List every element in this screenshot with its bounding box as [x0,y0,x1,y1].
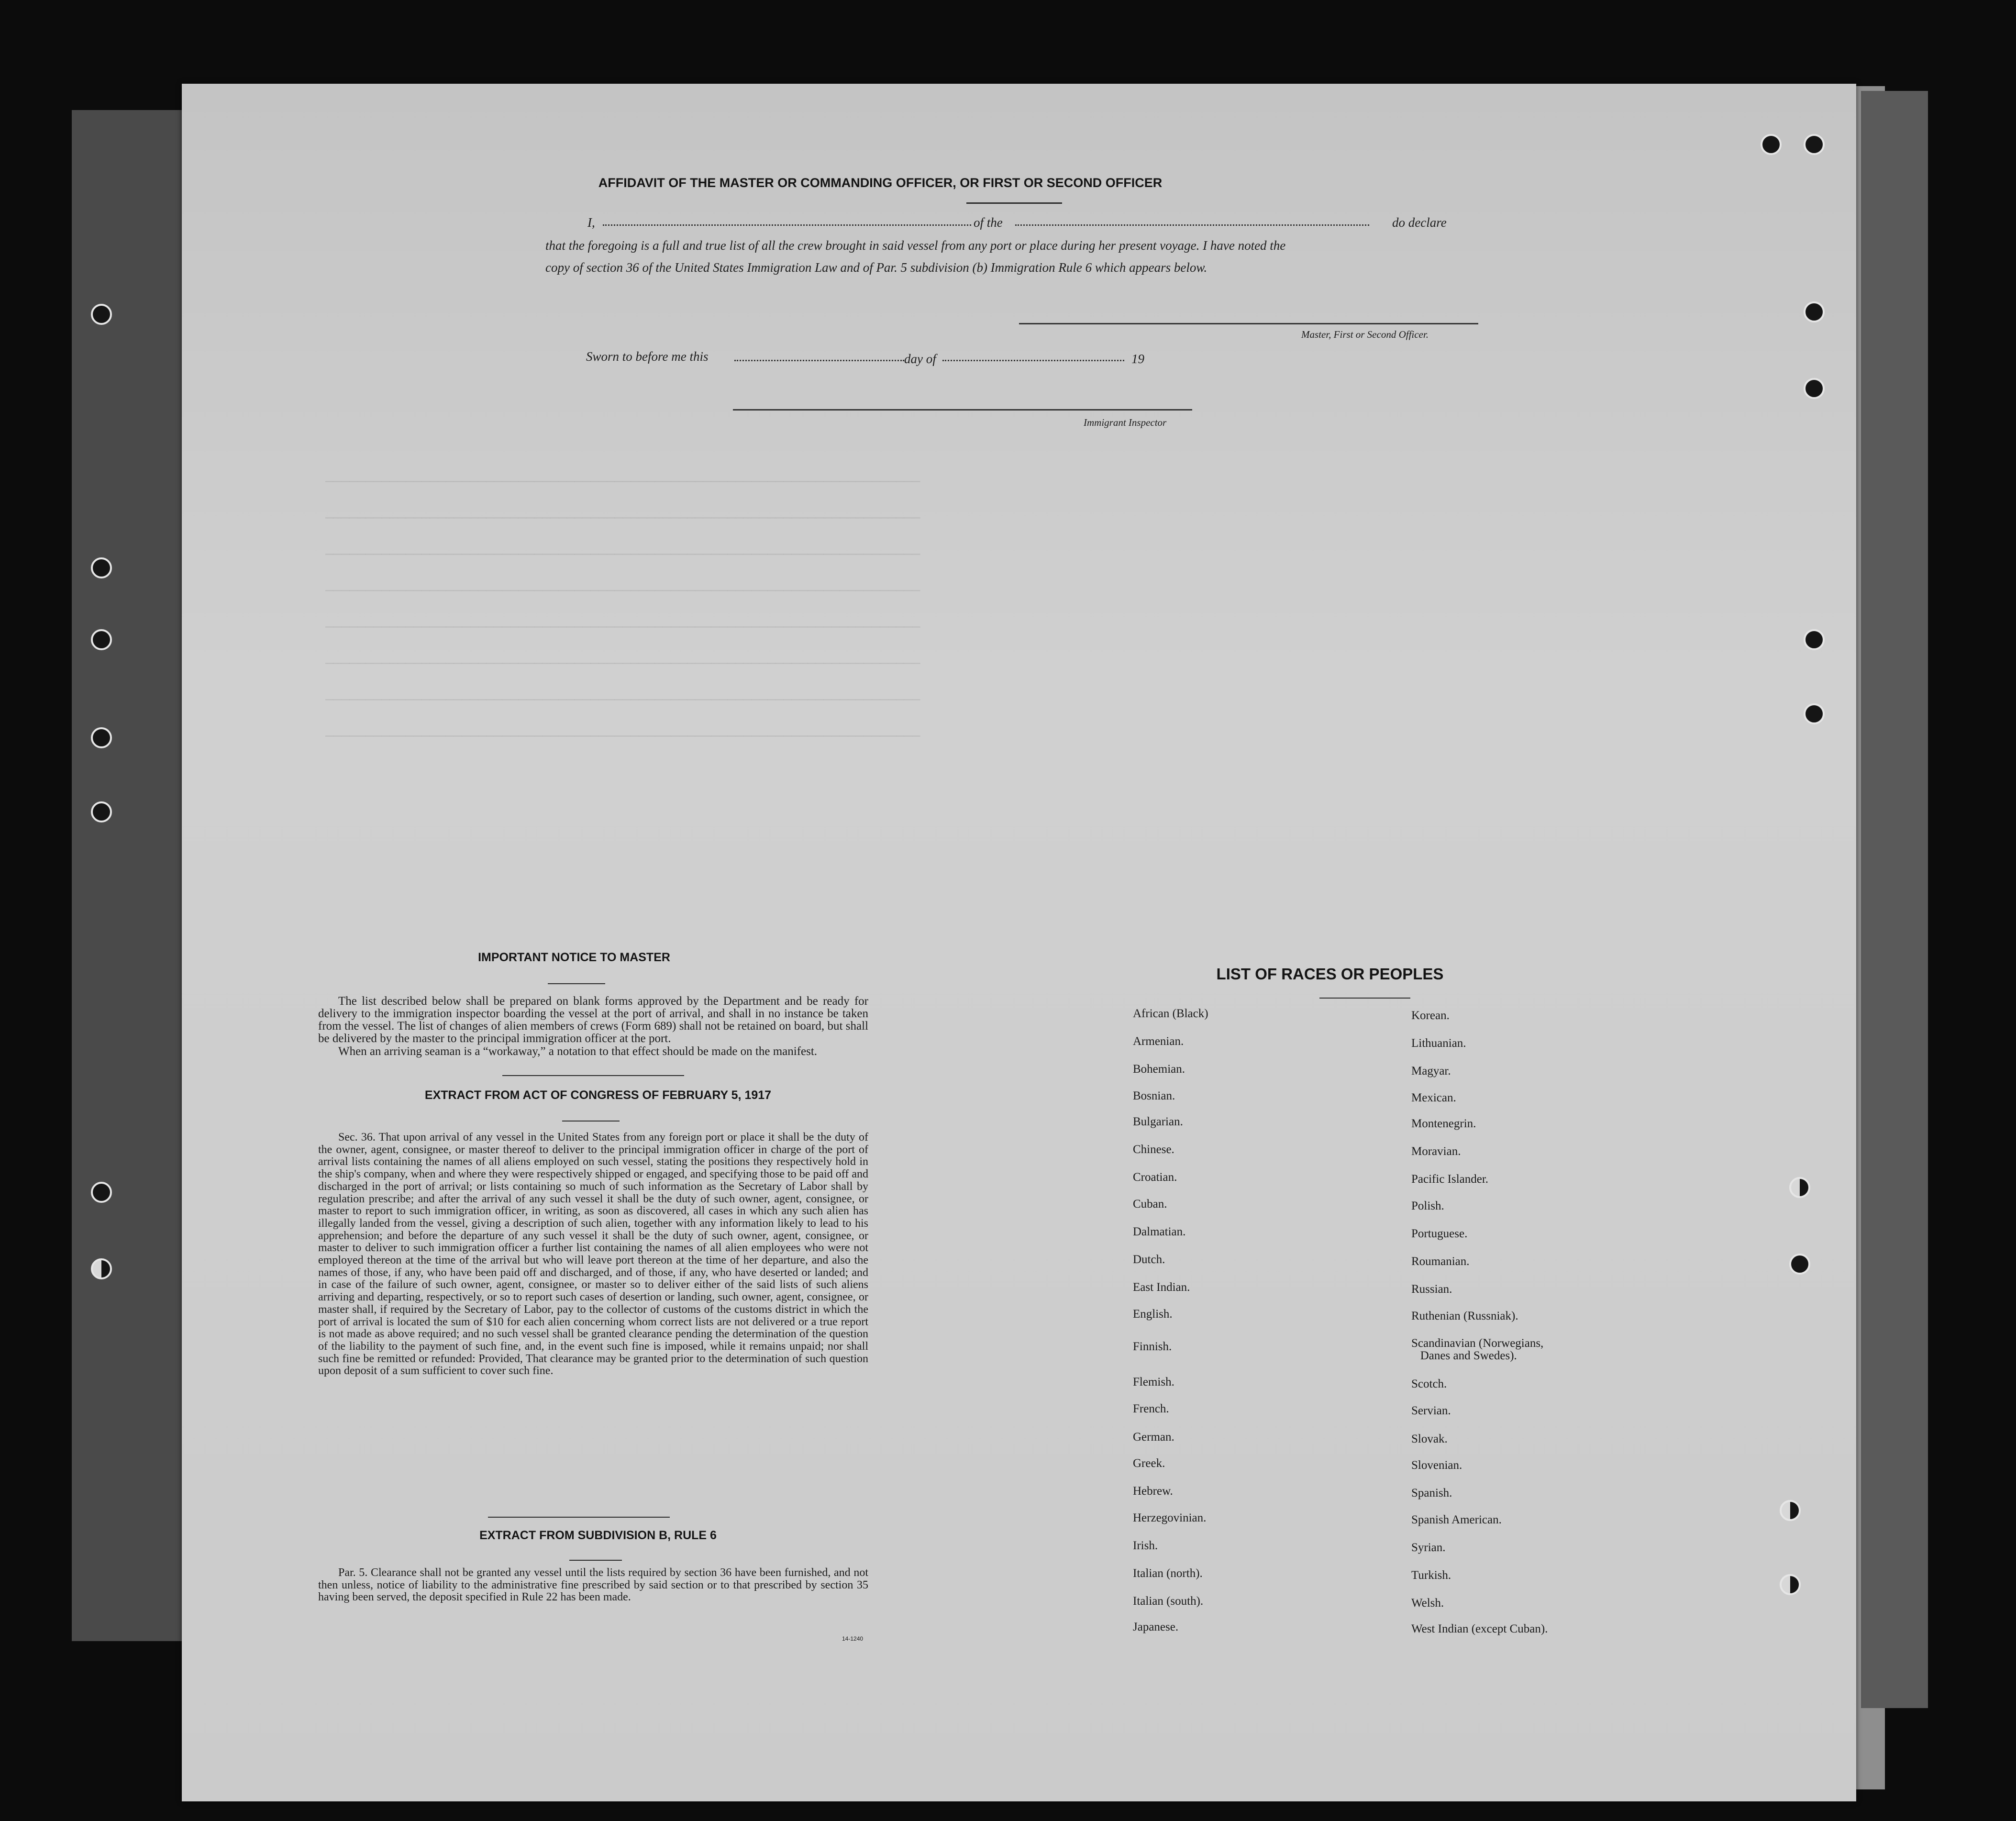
race-item: African (Black) [1133,1007,1208,1020]
extract-act-text: Sec. 36. That upon arrival of any vessel in the United States from any foreign port or place it shall be the duty of the owner, agent, consignee, or master thereof to deliver to the principal immigration officer in charge of the port of arrival lists containing the names of all aliens employed on such vessel, stating the positions they respectively hold in the ship's company, when and where they were respectively shipped or engaged, and specifying those to be paid off and discharged in the port of arrival; or lists containing so much of such information as the Secretary of Labor shall by regulation prescribe; and after the arrival of any such vessel it shall be the duty of such owner, agent, consignee, or master to report to such immigration officer, in writing, as soon as discovered, all cases in which any such alien has illegally landed from the vessel, giving a description of such alien, together with any information likely to lead to his apprehension; and before the departure of any such vessel it shall be the duty of such owner, agent, consignee, or master to deliver to such immigration officer a further list containing the names of all alien employees who were not employed thereon at the time of the arrival but who will leave port thereon at the time of her departure, and also the names of those, if any, who have been paid off and discharged, and of those, if any, who have deserted or landed; and in case of the failure of such owner, agent, consignee, or master so to deliver either of the said lists of such aliens arriving and departing, respectively, or so to report such cases of desertion or landing, such owner, agent, consignee, or master shall, if required by the Secretary of Labor, pay to the collector of customs of the customs district in which the port of arrival is located the sum of $10 for each alien concerning whom correct lists are not delivered or a true report is not made as above required; and no such vessel shall be granted clearance pending the determination of the question of the liability to the payment of such fine, and, in the event such fine is imposed, while it remains unpaid; nor shall such fine be remitted or refunded: Provided, That clearance may be granted prior to the determination of such question upon deposit of a sum sufficient to cover such fine. [318,1131,868,1377]
race-item: Irish. [1133,1539,1158,1552]
extract-act-title: EXTRACT FROM ACT OF CONGRESS OF FEBRUARY 5, 1917 [424,1088,772,1102]
inspector-caption: Immigrant Inspector [1084,417,1167,428]
notice-paragraph-2: When an arriving seaman is a “workaway,” a notation to that effect should be made on the manifest. [338,1045,818,1058]
punch-hole [91,1258,112,1279]
document-page [182,84,1856,1801]
race-item: Russian. [1411,1283,1452,1296]
punch-hole [1804,301,1825,322]
punch-hole [1761,134,1782,155]
race-item: Spanish. [1411,1487,1452,1499]
punch-hole [1789,1254,1810,1275]
race-item: Cuban. [1133,1198,1167,1210]
punch-hole [91,304,112,325]
notice-paragraph-1: The list described below shall be prepared on blank forms approved by the Department and be ready for delivery to the immigration inspector boarding the vessel at the port of arrival, and shall in no instance be taken from the vessel. The list of changes of alien members of crews (Form 689) shall not be retained on board, but shall be delivered by the master to the principal immigration officer at the port. [318,995,868,1045]
race-item: West Indian (except Cuban). [1411,1622,1548,1635]
section-divider [502,1075,684,1076]
race-item: Japanese. [1133,1621,1179,1633]
race-item: Ruthenian (Russniak). [1411,1310,1518,1322]
race-item: Italian (north). [1133,1567,1203,1580]
left-film-edge [72,110,196,1641]
races-title: LIST OF RACES OR PEOPLES [1216,965,1444,983]
race-item: Chinese. [1133,1143,1174,1156]
affidavit-vessel-blank [1015,224,1369,226]
inspector-signature-line [733,409,1192,411]
affidavit-title: AFFIDAVIT OF THE MASTER OR COMMANDING OFFICER, OR FIRST OR SECOND OFFICER [598,176,1163,190]
race-item: Slovak. [1411,1432,1448,1445]
race-item: English. [1133,1308,1173,1321]
race-item: Slovenian. [1411,1459,1462,1472]
notice-title-rule [548,983,605,984]
race-item: Magyar. [1411,1065,1451,1077]
race-item: Korean. [1411,1009,1450,1022]
master-signature-line [1019,323,1478,324]
master-caption: Master, First or Second Officer. [1301,329,1429,340]
race-item: Flemish. [1133,1376,1174,1388]
punch-hole [1789,1177,1810,1198]
race-item: Hebrew. [1133,1485,1173,1498]
race-item: Finnish. [1133,1340,1172,1353]
bleed-through: ────────────────────────────────────────────────────────────────────────── ────────────────────────────────────────────────────────────────────────── ────────────────────────────────────────────────────────────────────────── ────────────────────────────────────────────────────────────────────────── ────────────────────────────────────────────────────────────────────────── ────────────────────────────────────────────────────────────────────────── ────────────────────────────────────────────────────────────────────────── ────────────────────────────────────────────────────────────────────────── [325,475,920,744]
punch-hole [1804,629,1825,650]
race-item: Dutch. [1133,1253,1165,1266]
affidavit-line3: copy of section 36 of the United States Immigration Law and of Par. 5 subdivision (b) Immigration Rule 6 which appears below. [545,260,1207,275]
race-item: Portuguese. [1411,1227,1468,1240]
race-item: Roumanian. [1411,1255,1470,1268]
race-item: Montenegrin. [1411,1117,1476,1130]
extract-rule-rule [569,1560,622,1561]
race-item: Italian (south). [1133,1595,1204,1608]
sworn-year: 19 [1131,352,1144,366]
race-item: Croatian. [1133,1171,1177,1184]
rule-section-divider [488,1517,670,1518]
sworn-day-blank [734,360,904,361]
affidavit-line2: that the foregoing is a full and true list of all the crew brought in said vessel from any port or place during her present voyage. I have noted the [545,238,1286,253]
affidavit-i: I, [587,215,595,230]
punch-hole [91,1182,112,1203]
punch-hole [1804,703,1825,724]
race-item: German. [1133,1431,1174,1443]
extract-rule-text: Par. 5. Clearance shall not be granted any vessel until the lists required by section 36 have been furnished, and not then unless, notice of liability to the administrative fine prescribed by said section or to that prescribed by section 35 having been served, the deposit specified in Rule 22 has been made. [318,1566,868,1604]
punch-hole [1780,1500,1801,1521]
affidavit-name-blank [603,224,971,226]
race-item: Spanish American. [1411,1513,1502,1526]
race-item: Bohemian. [1133,1063,1185,1076]
race-item: Servian. [1411,1404,1451,1417]
punch-hole [1804,134,1825,155]
race-item: French. [1133,1402,1169,1415]
race-item: Scandinavian (Norwegians, Danes and Swedes). [1411,1337,1544,1362]
race-item: Moravian. [1411,1145,1461,1158]
sworn-month-blank [942,360,1124,361]
race-item: Bulgarian. [1133,1115,1183,1128]
race-item: Polish. [1411,1199,1444,1212]
right-film-edge [1861,91,1928,1708]
punch-hole [91,727,112,748]
notice-title: IMPORTANT NOTICE TO MASTER [478,951,670,964]
race-item: Dalmatian. [1133,1225,1186,1238]
affidavit-title-rule [966,202,1062,204]
form-code: 14-1240 [842,1635,864,1642]
race-item: Bosnian. [1133,1089,1175,1102]
race-item: Welsh. [1411,1597,1444,1610]
race-item: Lithuanian. [1411,1037,1466,1050]
races-title-rule [1319,998,1410,999]
punch-hole [91,557,112,578]
race-item: Pacific Islander. [1411,1173,1489,1186]
punch-hole [91,629,112,650]
race-item: Syrian. [1411,1541,1446,1554]
race-item: Turkish. [1411,1569,1451,1582]
day-of-label: day of [904,352,936,366]
sworn-label: Sworn to before me this [586,349,709,364]
race-item: East Indian. [1133,1281,1190,1294]
affidavit-do-declare: do declare [1392,215,1447,230]
punch-hole [1804,378,1825,399]
punch-hole [1780,1574,1801,1595]
race-item: Armenian. [1133,1035,1184,1048]
extract-rule-title: EXTRACT FROM SUBDIVISION B, RULE 6 [479,1529,717,1542]
race-item: Greek. [1133,1457,1165,1470]
affidavit-of-the: of the [974,215,1003,230]
race-item: Scotch. [1411,1377,1447,1390]
race-item: Mexican. [1411,1091,1456,1104]
punch-hole [91,801,112,822]
race-item: Herzegovinian. [1133,1511,1207,1524]
